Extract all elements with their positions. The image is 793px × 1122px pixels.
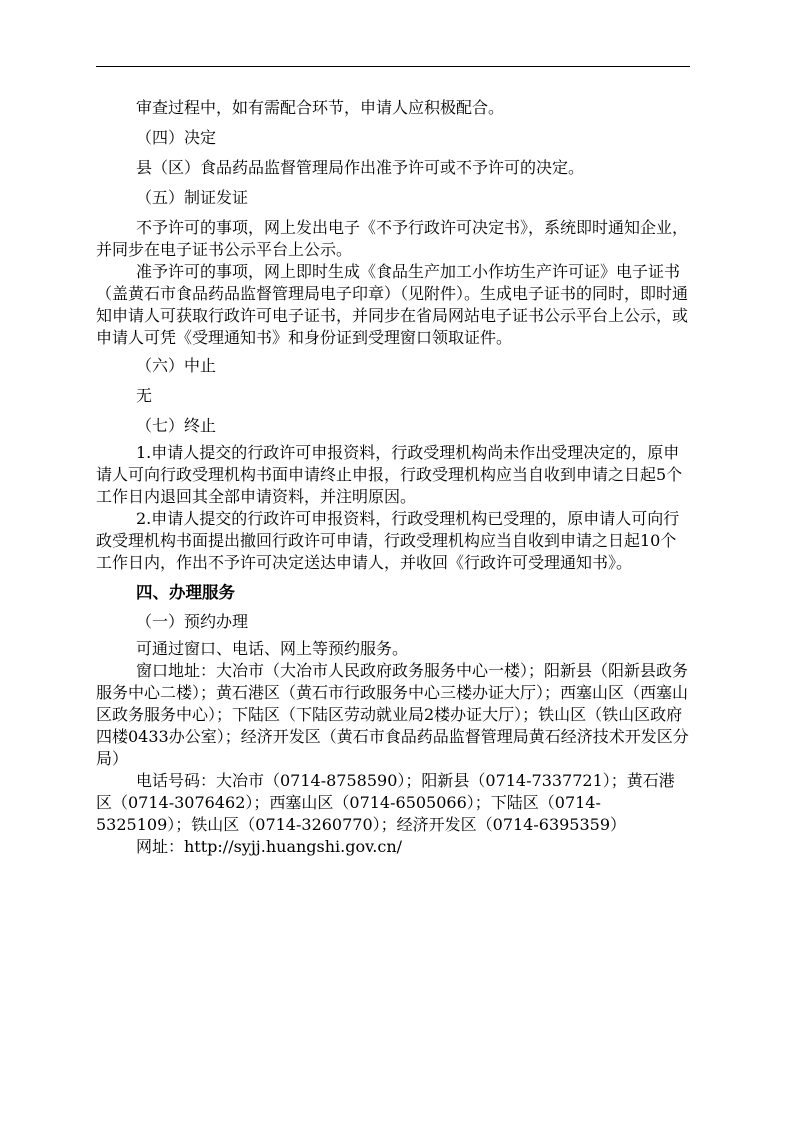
paragraph-issue-approved: 准予许可的事项，网上即时生成《食品生产加工小作坊生产许可证》电子证书（盖黄石市食品药品监督管理局电子印章）（见附件）。生成电子证书的同时，即时通知申请人可获取行政许可电子证书，并同步在省局网站电子证书公示平台上公示，或申请人可凭《受理通知书》和身份证到受理窗口领取证件。 [96,262,689,347]
paragraph-terminate-2: 2.申请人提交的行政许可申报资料，行政受理机构已受理的，原申请人可向行政受理机构书面提出撤回行政许可申请，行政受理机构应当自收到申请之日起10个工作日内，作出不予许可决定送达申请人，并收回《行政许可受理通知书》。 [96,509,680,572]
header-rule [96,66,690,67]
paragraph-website: 网址：http://syjj.huangshi.gov.cn/ [136,837,403,856]
heading-service: 四、办理服务 [136,583,235,602]
heading-terminate: （七）终止 [136,416,217,435]
paragraph-decision: 县（区）食品药品监督管理局作出准予许可或不予许可的决定。 [136,158,585,177]
paragraph-suspend: 无 [136,386,153,405]
paragraph-review-cooperation: 审查过程中，如有需配合环节，申请人应积极配合。 [136,98,505,117]
heading-issue-certificate: （五）制证发证 [136,188,249,207]
paragraph-booking: 可通过窗口、电话、网上等预约服务。 [136,639,409,658]
document-body [96,94,690,858]
paragraph-phone-numbers: 电话号码：大冶市（0714-8758590）；阳新县（0714-7337721）；黄石港区（0714-3076462）；西塞山区（0714-6505066）；下陆区（0714-5325109）；铁山区（0714-3260770）；经济开发区（0714-6395359） [96,771,675,834]
paragraph-window-address: 窗口地址：大冶市（大冶市人民政府政务服务中心一楼）；阳新县（阳新县政务服务中心二楼）；黄石港区（黄石市行政服务中心三楼办证大厅）；西塞山区（西塞山区政务服务中心）；下陆区（下陆区劳动就业局2楼办证大厅）；铁山区（铁山区政府四楼0433办公室）；经济开发区（黄石市食品药品监督管理局黄石经济技术开发区分局） [96,661,689,768]
heading-decision: （四）决定 [136,128,217,147]
paragraph-issue-denied: 不予许可的事项，网上发出电子《不予行政许可决定书》，系统即时通知企业，并同步在电子证书公示平台上公示。 [96,218,689,259]
paragraph-terminate-1: 1.申请人提交的行政许可申报资料，行政受理机构尚未作出受理决定的，原申请人可向行政受理机构书面申请终止申报，行政受理机构应当自收到申请之日起5个工作日内退回其全部申请资料，并注明原因。 [96,443,683,506]
heading-booking: （一）预约办理 [136,612,249,631]
heading-suspend: （六）中止 [136,356,217,375]
